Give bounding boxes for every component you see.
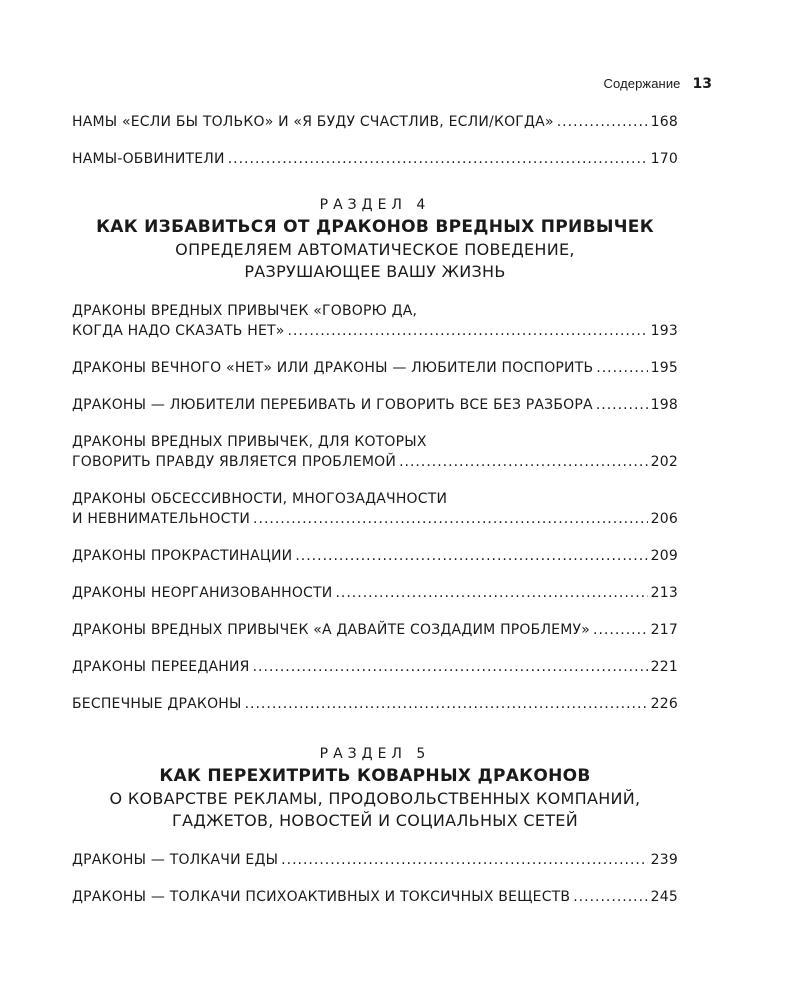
toc-entry-row <box>72 112 678 132</box>
running-header-title: Содержание <box>603 76 681 91</box>
toc-entry <box>72 149 678 169</box>
toc-entry <box>72 546 678 566</box>
toc-entry-row <box>72 887 678 907</box>
toc-group-section-4 <box>72 301 678 714</box>
toc-entry-title: НАМЫ «ЕСЛИ БЫ ТОЛЬКО» И «Я БУДУ СЧАСТЛИВ, ЕСЛИ/КОГДА» <box>72 114 554 130</box>
toc-entry-page-number: 239 <box>650 852 678 868</box>
toc-entry <box>72 887 678 907</box>
toc-entry-page-number: 221 <box>650 659 678 675</box>
toc-entry-row <box>72 583 678 603</box>
toc-entry-title-line: ДРАКОНЫ ВРЕДНЫХ ПРИВЫЧЕК, ДЛЯ КОТОРЫХ <box>72 434 427 450</box>
toc-entry <box>72 583 678 603</box>
section-subtitle-line-2: ГАДЖЕТОВ, НОВОСТЕЙ И СОЦИАЛЬНЫХ СЕТЕЙ <box>172 811 578 830</box>
toc-entry <box>72 112 678 132</box>
toc-entry-title: ДРАКОНЫ ВРЕДНЫХ ПРИВЫЧЕК «А ДАВАЙТЕ СОЗДАДИМ ПРОБЛЕМУ» <box>72 622 591 638</box>
toc-entry <box>72 489 678 529</box>
dot-leader <box>245 694 648 714</box>
toc-entry-title-line: ДРАКОНЫ ВРЕДНЫХ ПРИВЫЧЕК «ГОВОРЮ ДА, <box>72 303 418 319</box>
toc-entry-row <box>72 546 678 566</box>
toc-group-section-5 <box>72 850 678 907</box>
dot-leader <box>573 887 647 907</box>
toc-entry-title: БЕСПЕЧНЫЕ ДРАКОНЫ <box>72 696 242 712</box>
toc-entry-title: ДРАКОНЫ — ЛЮБИТЕЛИ ПЕРЕБИВАТЬ И ГОВОРИТЬ ВСЕ БЕЗ РАЗБОРА <box>72 397 593 413</box>
section-heading: КАК ПЕРЕХИТРИТЬ КОВАРНЫХ ДРАКОНОВ <box>159 766 591 786</box>
toc-entry-row <box>72 657 678 677</box>
toc-entry-page-number: 168 <box>650 114 678 130</box>
running-header <box>604 76 712 92</box>
toc-entry-title: ДРАКОНЫ ВЕЧНОГО «НЕТ» ИЛИ ДРАКОНЫ — ЛЮБИТЕЛИ ПОСПОРИТЬ <box>72 360 594 376</box>
toc-entry <box>72 657 678 677</box>
dot-leader <box>288 321 648 341</box>
section-subtitle-line-2: РАЗРУШАЮЩЕЕ ВАШУ ЖИЗНЬ <box>244 262 506 281</box>
dot-leader <box>596 395 648 415</box>
toc-entry-row <box>72 694 678 714</box>
section-4-header <box>72 195 678 283</box>
toc-entry <box>72 694 678 714</box>
dot-leader <box>557 112 648 132</box>
toc-entry-row <box>72 395 678 415</box>
dot-leader <box>596 358 647 378</box>
toc-entry-page-number: 213 <box>650 585 678 601</box>
section-heading: КАК ИЗБАВИТЬСЯ ОТ ДРАКОНОВ ВРЕДНЫХ ПРИВЫЧЕК <box>96 217 654 237</box>
toc-entry-title: ГОВОРИТЬ ПРАВДУ ЯВЛЯЕТСЯ ПРОБЛЕМОЙ <box>72 454 397 470</box>
toc-entry-page-number: 226 <box>650 696 678 712</box>
toc-entry-page-number: 195 <box>650 360 678 376</box>
dot-leader <box>281 850 648 870</box>
toc-entry-title: НАМЫ-ОБВИНИТЕЛИ <box>72 151 225 167</box>
toc-entry-row <box>72 620 678 640</box>
toc-entry-title: ДРАКОНЫ ПРОКРАСТИНАЦИИ <box>72 548 293 564</box>
toc-entry-page-number: 193 <box>650 323 678 339</box>
dot-leader <box>228 149 648 169</box>
toc-entry-row <box>72 452 678 472</box>
dot-leader <box>399 452 648 472</box>
toc-entry-page-number: 206 <box>650 511 678 527</box>
toc-entry <box>72 358 678 378</box>
section-label: РАЗДЕЛ 5 <box>319 746 431 762</box>
toc-entry <box>72 395 678 415</box>
dot-leader <box>295 546 647 566</box>
toc-entry-page-number: 245 <box>650 889 678 905</box>
toc-entry-title: ДРАКОНЫ — ТОЛКАЧИ ЕДЫ <box>72 852 279 868</box>
dot-leader <box>335 583 647 603</box>
section-label: РАЗДЕЛ 4 <box>319 197 431 213</box>
toc-entry <box>72 301 678 341</box>
toc-entry-row <box>72 850 678 870</box>
toc-entry-page-number: 170 <box>650 151 678 167</box>
toc-entry-page-number: 198 <box>650 397 678 413</box>
page-number: 13 <box>692 76 712 92</box>
dot-leader <box>253 509 648 529</box>
section-subtitle-line-1: ОПРЕДЕЛЯЕМ АВТОМАТИЧЕСКОЕ ПОВЕДЕНИЕ, <box>175 240 575 259</box>
toc-entry <box>72 432 678 472</box>
toc-entry-title: ДРАКОНЫ — ТОЛКАЧИ ПСИХОАКТИВНЫХ И ТОКСИЧНЫХ ВЕЩЕСТВ <box>72 889 571 905</box>
toc-entry-page-number: 209 <box>650 548 678 564</box>
dot-leader <box>253 657 648 677</box>
toc-entry-row <box>72 321 678 341</box>
toc-entry <box>72 620 678 640</box>
toc-entry-title: ДРАКОНЫ НЕОРГАНИЗОВАННОСТИ <box>72 585 333 601</box>
toc-entry-page-number: 202 <box>650 454 678 470</box>
toc-entry-row <box>72 358 678 378</box>
toc-entry-page-number: 217 <box>650 622 678 638</box>
section-subtitle-line-1: О КОВАРСТВЕ РЕКЛАМЫ, ПРОДОВОЛЬСТВЕННЫХ КОМПАНИЙ, <box>109 789 641 808</box>
toc-content <box>72 112 678 924</box>
section-5-header <box>72 744 678 832</box>
toc-entry-title: ДРАКОНЫ ПЕРЕЕДАНИЯ <box>72 659 250 675</box>
toc-entry-title-line: ДРАКОНЫ ОБСЕССИВНОСТИ, МНОГОЗАДАЧНОСТИ <box>72 491 448 507</box>
toc-group-top <box>72 112 678 169</box>
dot-leader <box>593 620 648 640</box>
toc-entry <box>72 850 678 870</box>
toc-entry-title: КОГДА НАДО СКАЗАТЬ НЕТ» <box>72 323 285 339</box>
toc-entry-title: И НЕВНИМАТЕЛЬНОСТИ <box>72 511 251 527</box>
toc-entry-row <box>72 149 678 169</box>
toc-entry-row <box>72 509 678 529</box>
